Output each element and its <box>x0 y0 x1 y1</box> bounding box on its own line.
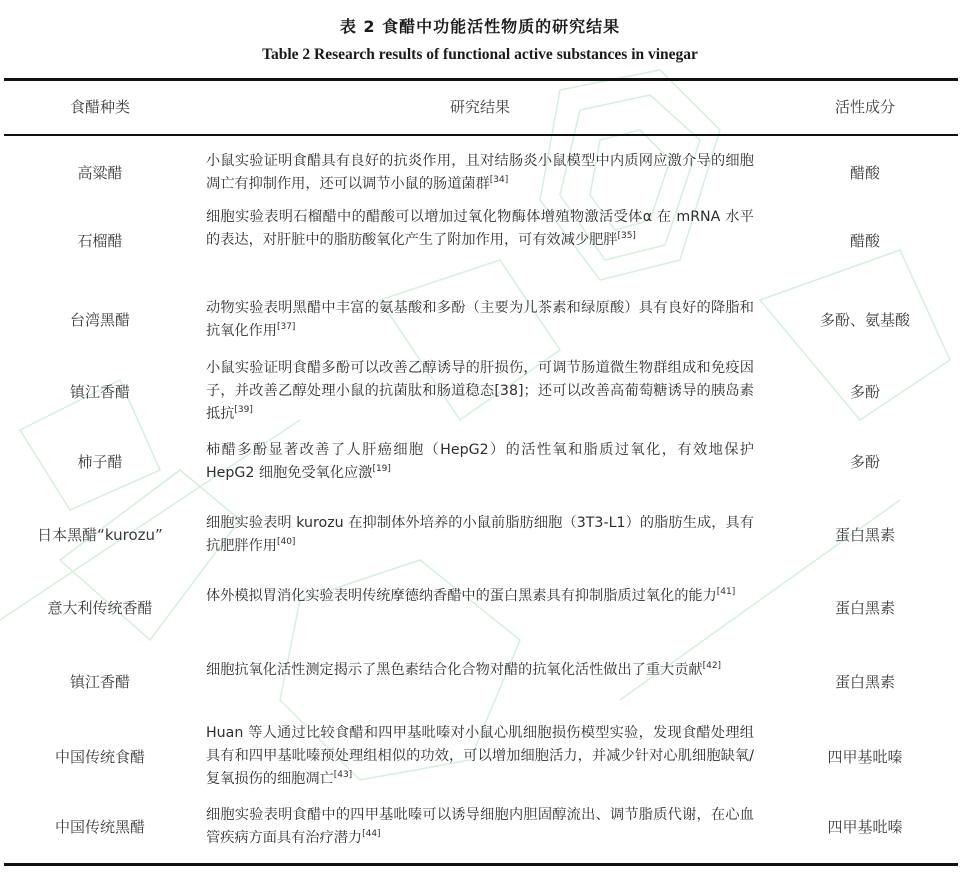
header-vinegar-type: 食醋种类 <box>69 98 130 116</box>
vinegar-type: 日本黑醋“kurozu” <box>37 526 163 544</box>
research-result: 细胞实验表明石榴醋中的醋酸可以增加过氧化物酶体增殖物激活受体α 在 mRNA 水平的表达，对肝脏中的脂肪酸氧化产生了附加作用，可有效减少肥胖[35] <box>206 209 754 248</box>
bottom-rule <box>4 863 958 866</box>
header-active-ingredient: 活性成分 <box>834 98 895 116</box>
vinegar-type: 镇江香醋 <box>69 673 130 691</box>
vinegar-type: 镇江香醋 <box>69 383 130 401</box>
research-result: Huan 等人通过比较食醋和四甲基吡嗪对小鼠心肌细胞损伤模型实验，发现食醋处理组具有和四甲基吡嗪预处理组相似的功效，可以增加细胞活力，并减少针对心肌细胞缺氧/复氧损伤的细胞凋亡[43] <box>206 725 754 787</box>
active-ingredient: 多酚 <box>849 383 880 401</box>
research-result: 动物实验表明黑醋中丰富的氨基酸和多酚（主要为儿茶素和绿原酸）具有良好的降脂和抗氧化作用[37] <box>206 300 754 339</box>
vinegar-type: 意大利传统香醋 <box>47 599 153 617</box>
vinegar-type: 台湾黑醋 <box>69 311 130 329</box>
research-result: 细胞实验表明 kurozu 在抑制体外培养的小鼠前脂肪细胞（3T3-L1）的脂肪生成，具有抗肥胖作用[40] <box>206 515 754 554</box>
top-rule <box>4 78 958 81</box>
research-result: 细胞抗氧化活性测定揭示了黑色素结合化合物对醋的抗氧化活性做出了重大贡献[42] <box>206 661 722 678</box>
active-ingredient: 四甲基吡嗪 <box>827 748 903 766</box>
active-ingredient: 多酚 <box>849 453 880 471</box>
active-ingredient: 醋酸 <box>849 232 880 250</box>
active-ingredient: 四甲基吡嗪 <box>827 818 903 836</box>
vinegar-type: 中国传统食醋 <box>54 748 145 766</box>
research-result: 小鼠实验证明食醋多酚可以改善乙醇诱导的肝损伤，可调节肠道微生物群组成和免疫因子，并改善乙醇处理小鼠的抗菌肽和肠道稳态[38]；还可以改善高葡萄糖诱导的胰岛素抵抗[39] <box>206 360 754 422</box>
header-research-results: 研究结果 <box>449 98 510 116</box>
research-result: 小鼠实验证明食醋具有良好的抗炎作用，且对结肠炎小鼠模型中内质网应激介导的细胞凋亡有抑制作用，还可以调节小鼠的肠道菌群[34] <box>206 153 754 192</box>
active-ingredient: 蛋白黑素 <box>834 673 895 691</box>
research-result: 体外模拟胃消化实验表明传统摩德纳香醋中的蛋白黑素具有抑制脂质过氧化的能力[41] <box>206 587 736 604</box>
active-ingredient: 醋酸 <box>849 164 880 182</box>
vinegar-type: 石榴醋 <box>77 232 123 250</box>
research-result: 柿醋多酚显著改善了人肝癌细胞（HepG2）的活性氧和脂质过氧化，有效地保护 HepG2 细胞免受氧化应激[19] <box>206 442 754 481</box>
active-ingredient: 蛋白黑素 <box>834 599 895 617</box>
header-rule <box>4 134 958 136</box>
vinegar-type: 柿子醋 <box>77 453 123 471</box>
table-title-cn: 表 2 食醋中功能活性物质的研究结果 <box>339 17 621 36</box>
research-result: 细胞实验表明食醋中的四甲基吡嗪可以诱导细胞内胆固醇流出、调节脂质代谢，在心血管疾病方面具有治疗潜力[44] <box>206 807 754 846</box>
active-ingredient: 多酚、氨基酸 <box>819 311 910 329</box>
vinegar-type: 中国传统黑醋 <box>54 818 145 836</box>
vinegar-type: 高粱醋 <box>77 164 123 182</box>
table-title-en: Table 2 Research results of functional active substances in vinegar <box>262 46 698 63</box>
active-ingredient: 蛋白黑素 <box>834 526 895 544</box>
